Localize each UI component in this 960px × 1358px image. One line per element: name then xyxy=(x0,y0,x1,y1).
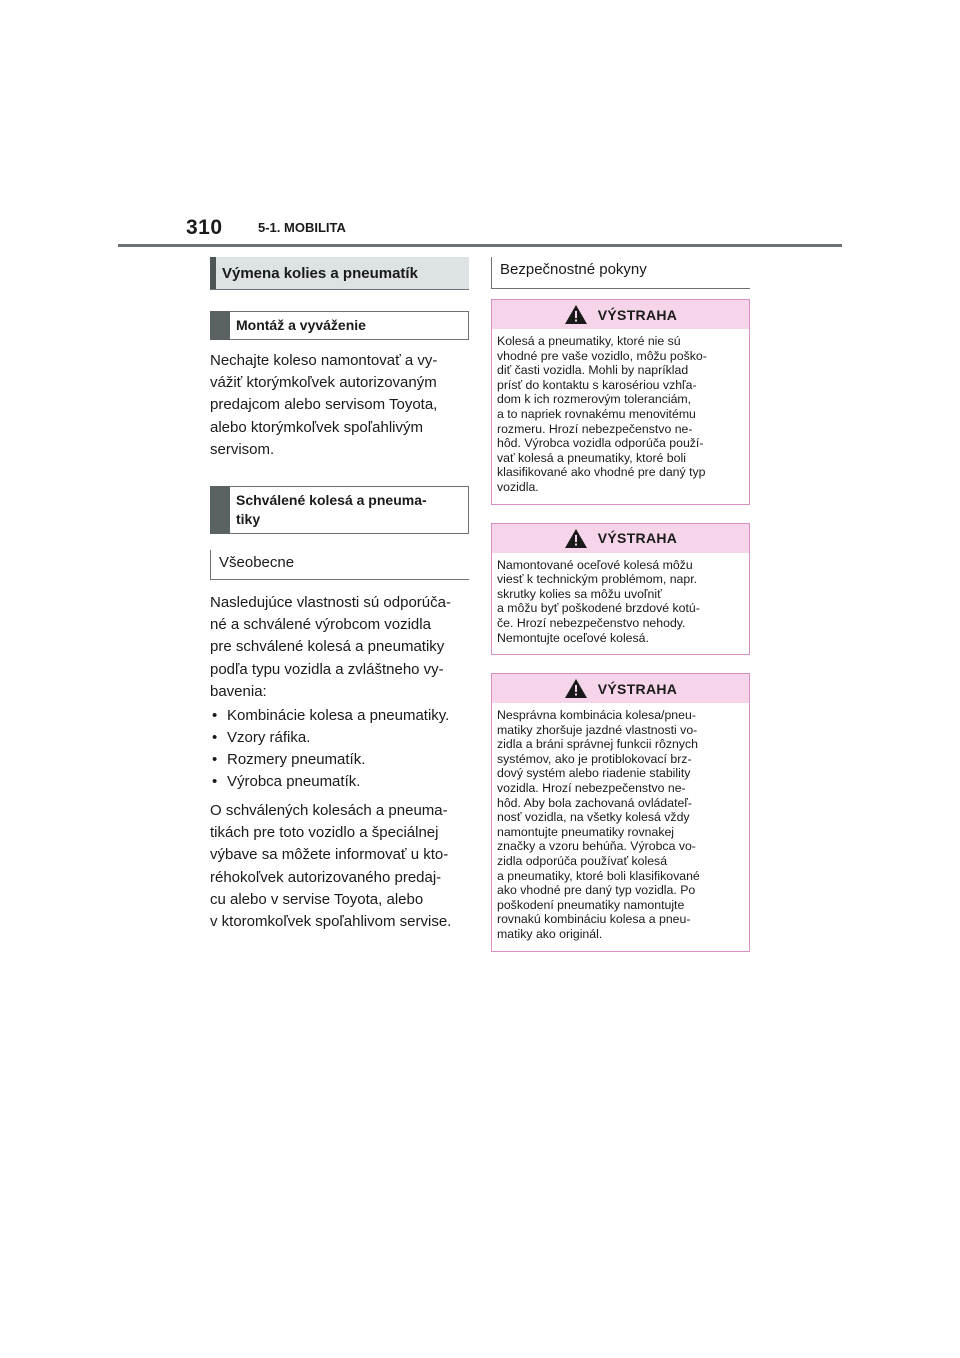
text-line: servisom. xyxy=(210,440,275,458)
warning-box xyxy=(491,299,750,505)
text-line: dový systém alebo riadenie stability xyxy=(497,766,691,781)
title-line: tiky xyxy=(236,511,261,528)
text-line: diť časti vozidla. Mohli by napríklad xyxy=(497,363,689,378)
text-line: podľa typu vozidla a zvláštneho vy- xyxy=(210,660,444,678)
text-line: predajcom alebo servisom Toyota, xyxy=(210,396,438,414)
text-line: hôd. Aby bola zachovaná ovládateľ- xyxy=(497,795,693,810)
warning-text xyxy=(492,703,749,951)
text-line: vozidla. xyxy=(497,479,539,494)
subsection-title-approved xyxy=(210,486,469,534)
text-line: alebo ktorýmkoľvek spoľahlivým xyxy=(210,418,423,436)
text-line: pre schválené kolesá a pneumatiky xyxy=(210,638,445,656)
chapter-title: 5-1. MOBILITA xyxy=(258,220,346,235)
text-line: namontujte pneumatiky rovnakej xyxy=(497,824,675,839)
warning-triangle-icon xyxy=(564,678,588,699)
text-line: rovnakú kombináciu kolesa a pneu- xyxy=(497,912,691,927)
right-column xyxy=(491,257,750,952)
text-line: rozmeru. Hrozí nebezpečenstvo ne- xyxy=(497,421,693,436)
mounting-text xyxy=(210,350,469,461)
safety-heading: Bezpečnostné pokyny xyxy=(491,257,750,289)
text-line: cu alebo v servise Toyota, alebo xyxy=(210,890,424,908)
text-line: ako vhodné pre daný typ vozidla. Po xyxy=(497,883,696,898)
text-line: systémov, ako je protiblokovací brz- xyxy=(497,751,692,766)
text-line: zidla odporúča používať kolesá xyxy=(497,854,668,869)
text-line: zidla a bráni správnej funkcii rôznych xyxy=(497,737,698,752)
warning-text xyxy=(492,553,749,655)
text-line: če. Hrozí nebezpečenstvo nehody. xyxy=(497,615,686,630)
text-line: skrutky kolies sa môžu uvoľniť xyxy=(497,586,662,601)
left-column xyxy=(210,257,469,933)
text-line: Kolesá a pneumatiky, ktoré nie sú xyxy=(497,334,681,348)
text-line: hôd. Výrobca vozidla odporúča použí- xyxy=(497,436,704,451)
general-text xyxy=(210,592,469,703)
text-line: vhodné pre vaše vozidlo, môžu poško- xyxy=(497,348,707,363)
text-line: výbave sa môžete informovať u kto- xyxy=(210,846,449,864)
list-item: • Vzory ráfika. xyxy=(210,727,469,749)
text-line: matiky ako originál. xyxy=(497,927,603,941)
text-line: a môžu byť poškodené brzdové kotú- xyxy=(497,601,700,616)
title-line: Schválené kolesá a pneuma- xyxy=(236,492,427,509)
text-line: vážiť ktorýmkoľvek autorizovaným xyxy=(210,374,437,392)
text-line: v ktoromkoľvek spoľahlivom servise. xyxy=(210,913,452,931)
text-line: né a schválené výrobcom vozidla xyxy=(210,616,431,634)
text-line: vozidla. Hrozí nebezpečenstvo ne- xyxy=(497,781,686,796)
warning-box xyxy=(491,523,750,656)
text-line: prísť do kontaktu s karosériou vzhľa- xyxy=(497,377,697,392)
header-rule xyxy=(118,244,842,247)
list-item: • Kombinácie kolesa a pneumatiky. xyxy=(210,705,469,727)
text-line: dom k ich rozmerovým toleranciám, xyxy=(497,392,692,407)
text-line: Nasledujúce vlastnosti sú odporúča- xyxy=(210,594,451,612)
subsection-title-mounting: Montáž a vyváženie xyxy=(210,311,469,340)
text-line: réhokoľvek autorizovaného predaj- xyxy=(210,868,442,886)
warning-header xyxy=(492,300,749,329)
text-line: značky a vzoru behúňa. Výrobca vo- xyxy=(497,839,696,854)
page-number: 310 xyxy=(186,216,223,239)
list-item: • Výrobca pneumatík. xyxy=(210,771,469,793)
warning-header xyxy=(492,524,749,553)
bullet-list xyxy=(210,705,469,793)
text-line: a to napriek rovnakému menovitému xyxy=(497,406,696,421)
text-line: viesť k technickým problémom, napr. xyxy=(497,572,698,587)
closing-text xyxy=(210,800,469,933)
text-line: tikách pre toto vozidlo a špeciálnej xyxy=(210,824,439,842)
warning-text xyxy=(492,329,749,504)
section-title: Výmena kolies a pneumatík xyxy=(210,257,469,290)
text-line: Nemontujte oceľové kolesá. xyxy=(497,630,649,645)
general-heading: Všeobecne xyxy=(210,550,469,580)
warning-triangle-icon xyxy=(564,304,588,325)
text-line: matiky zhoršuje jazdné vlastnosti vo- xyxy=(497,722,698,737)
text-line: bavenia: xyxy=(210,682,267,700)
text-line: nosť vozidla, na všetky kolesá vždy xyxy=(497,810,690,825)
text-line: vať kolesá a pneumatiky, ktoré boli xyxy=(497,450,686,465)
warning-header xyxy=(492,674,749,703)
warning-title: VÝSTRAHA xyxy=(597,306,678,323)
warning-triangle-icon xyxy=(564,528,588,549)
text-line: O schválených kolesách a pneuma- xyxy=(210,802,448,820)
warning-title: VÝSTRAHA xyxy=(597,530,678,547)
warning-box xyxy=(491,673,750,952)
text-line: a pneumatiky, ktoré boli klasifikované xyxy=(497,868,700,883)
text-line: Nesprávna kombinácia kolesa/pneu- xyxy=(497,708,696,723)
text-line: Nechajte koleso namontovať a vy- xyxy=(210,352,438,369)
text-line: Namontované oceľové kolesá môžu xyxy=(497,557,693,572)
list-item: • Rozmery pneumatík. xyxy=(210,749,469,771)
text-line: klasifikované ako vhodné pre daný typ xyxy=(497,465,706,480)
warning-title: VÝSTRAHA xyxy=(597,680,678,697)
text-line: poškodení pneumatiky namontujte xyxy=(497,897,685,912)
